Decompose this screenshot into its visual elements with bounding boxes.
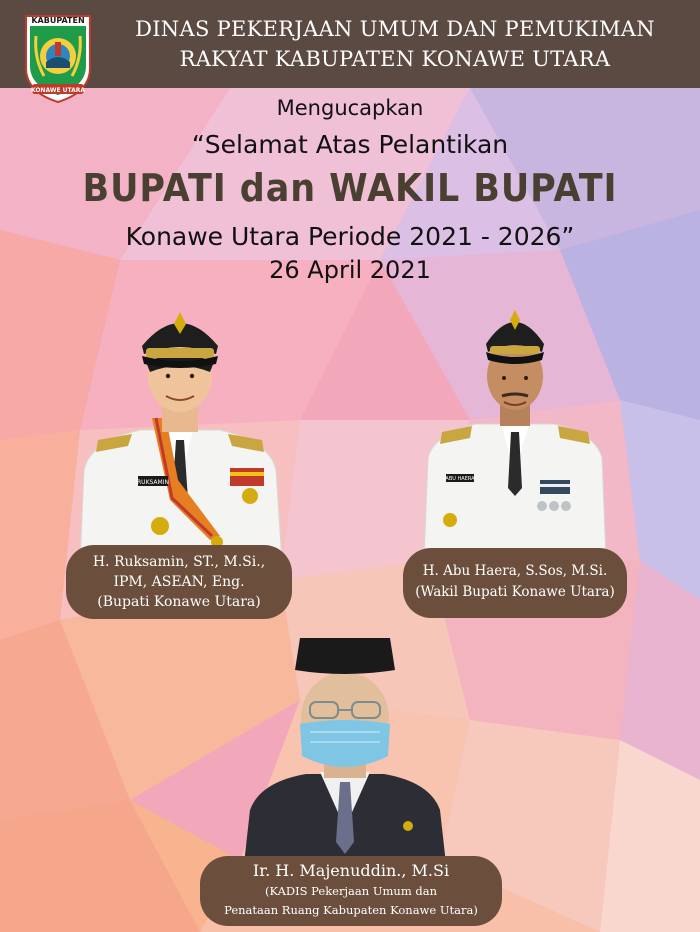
bupati-nametag: RUKSAMIN xyxy=(137,479,169,486)
logo-label-top: KABUPATEN xyxy=(31,16,85,25)
bupati-name-line-1: H. Ruksamin, ST., M.Si., xyxy=(92,554,266,570)
bupati-name-plate xyxy=(66,545,292,619)
greeting-period: Konawe Utara Periode 2021 - 2026” xyxy=(125,222,575,251)
wakil-bupati-name-plate xyxy=(403,548,627,618)
kadis-name: Ir. H. Majenuddin., M.Si xyxy=(252,861,450,880)
wakil-bupati-name: H. Abu Haera, S.Sos, M.Si. xyxy=(422,563,608,579)
header-bar xyxy=(0,0,700,94)
wakil-bupati-nametag: ABU HAERA xyxy=(445,476,475,482)
greeting-intro: Mengucapkan xyxy=(276,96,424,120)
bupati-photo xyxy=(70,300,290,562)
kadis-title-line-2: Penataan Ruang Kabupaten Konawe Utara) xyxy=(224,903,478,917)
wakil-bupati-photo xyxy=(420,298,610,560)
bupati-title: (Bupati Konawe Utara) xyxy=(97,594,261,610)
greeting-headline: BUPATI dan WAKIL BUPATI xyxy=(82,166,618,210)
regency-logo xyxy=(22,6,94,104)
kadis-photo xyxy=(240,632,450,864)
header-line-1: DINAS PEKERJAAN UMUM DAN PEMUKIMAN xyxy=(135,17,655,41)
header-title xyxy=(110,14,680,74)
greeting-date: 26 April 2021 xyxy=(269,256,431,284)
bupati-name-line-2: IPM, ASEAN, Eng. xyxy=(113,574,245,590)
logo-label-bottom: KONAWE UTARA xyxy=(30,87,86,94)
kadis-title-line-1: (KADIS Pekerjaan Umum dan xyxy=(264,884,438,898)
greeting-congrats: “Selamat Atas Pelantikan xyxy=(191,130,509,159)
wakil-bupati-title: (Wakil Bupati Konawe Utara) xyxy=(415,584,615,600)
header-line-2: RAKYAT KABUPATEN KONAWE UTARA xyxy=(179,47,611,71)
kadis-name-plate xyxy=(200,856,502,926)
